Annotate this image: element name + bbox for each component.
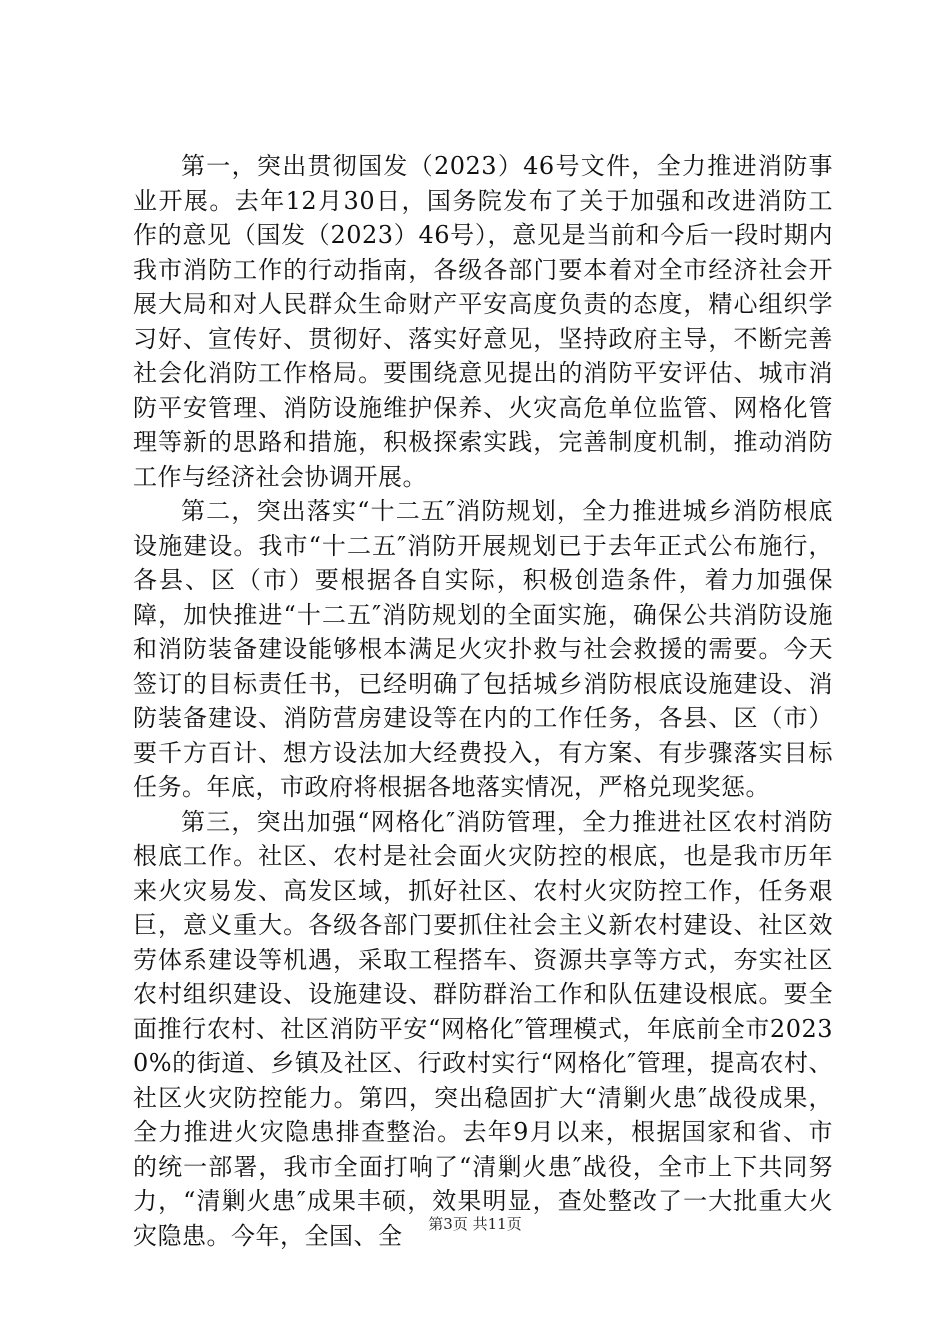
paragraph-1: 第一，突出贯彻国发（2023）46号文件，全力推进消防事业开展。去年12月30日，国务院发布了关于加强和改进消防工作的意见（国发（2023）46号），意见是当前和今后一段时期内我市消防工作的行动指南，各级各部门要本着对全市经济社会开展大局和对人民群众生命财产平安高度负责的态度，精心组织学习好、宣传好、贯彻好、落实好意见，坚持政府主导，不断完善社会化消防工作格局。要围绕意见提出的消防平安评估、城市消防平安管理、消防设施维护保养、火灾高危单位监管、网格化管理等新的思路和措施，积极探索实践，完善制度机制，推动消防工作与经济社会协调开展。 <box>133 152 833 491</box>
paragraph-2: 第二，突出落实“十二五″消防规划，全力推进城乡消防根底设施建设。我市“十二五″消防开展规划已于去年正式公布施行，各县、区（市）要根据各自实际，积极创造条件，着力加强保障，加快推进“十二五″消防规划的全面实施，确保公共消防设施和消防装备建设能够根本满足火灾扑救与社会救援的需要。今天签订的目标责任书，已经明确了包括城乡消防根底设施建设、消防装备建设、消防营房建设等在内的工作任务，各县、区（市）要千方百计、想方设法加大经费投入，有方案、有步骤落实目标任务。年底，市政府将根据各地落实情况，严格兑现奖惩。 <box>133 497 833 801</box>
paragraph-3: 第三，突出加强“网格化″消防管理，全力推进社区农村消防根底工作。社区、农村是社会面火灾防控的根底，也是我市历年来火灾易发、高发区域，抓好社区、农村火灾防控工作，任务艰巨，意义重大。各级各部门要抓住社会主义新农村建设、社区效劳体系建设等机遇，采取工程搭车、资源共享等方式，夯实社区农村组织建设、设施建设、群防群治工作和队伍建设根底。要全面推行农村、社区消防平安“网格化″管理模式，年底前全市20230%的街道、乡镇及社区、行政村实行“网格化″管理，提高农村、社区火灾防控能力。第四，突出稳固扩大“清剿火患″战役成果，全力推进火灾隐患排查整治。去年9月以来，根据国家和省、市的统一部署，我市全面打响了“清剿火患″战役，全市上下共同努力，“清剿火患″成果丰硕，效果明显，查处整改了一大批重大火灾隐患。今年，全国、全 <box>133 807 833 1250</box>
page-footer: 第3页 共11页 <box>428 1215 522 1233</box>
body-text <box>133 149 833 1253</box>
